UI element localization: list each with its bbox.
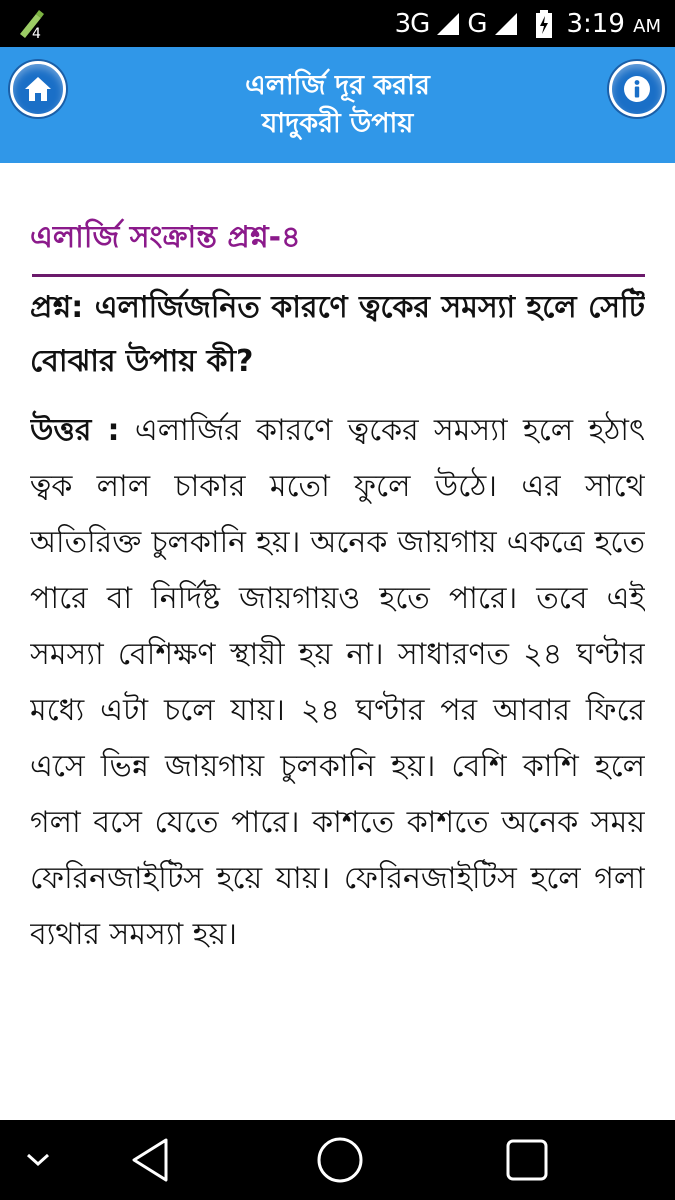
status-indicators bbox=[395, 0, 661, 47]
home-nav-button[interactable] bbox=[305, 1120, 375, 1200]
info-button[interactable] bbox=[609, 61, 665, 117]
page-title bbox=[100, 67, 575, 143]
chevron-down-icon bbox=[25, 1152, 51, 1168]
network-type-primary: 3G bbox=[394, 8, 430, 39]
info-icon bbox=[622, 74, 652, 104]
answer-label: উত্তর : bbox=[30, 413, 120, 448]
recents-square-icon bbox=[504, 1137, 550, 1183]
signal-icon-secondary bbox=[493, 11, 519, 37]
section-title: এলার্জি সংক্রান্ত প্রশ্ন-৪ bbox=[30, 220, 301, 255]
collapse-button[interactable] bbox=[14, 1120, 62, 1200]
back-triangle-icon bbox=[128, 1136, 172, 1184]
svg-text:4: 4 bbox=[32, 26, 41, 40]
edit-badge-icon bbox=[16, 8, 46, 40]
navigation-bar bbox=[0, 1120, 675, 1200]
clock-suffix: AM bbox=[633, 15, 661, 37]
answer-body: এলার্জির কারণে ত্বকের সমস্যা হলে হঠাৎ ত্বক লাল চাকার মতো ফুলে উঠে। এর সাথে অতিরিক্ত চুলকানি হয়। অনেক জায়গায় একত্রে হতে পারে বা নির্দিষ্ট জায়গায়ও হতে পারে। তবে এই সমস্যা বেশিক্ষণ স্থায়ী হয় না। সাধারণত ২৪ ঘণ্টার মধ্যে এটা চলে যায়। ২৪ ঘণ্টার পর আবার ফিরে এসে ভিন্ন জায়গায় চুলকানি হয়। বেশি কাশি হলে গলা বসে যেতে পারে। কাশতে কাশতে অনেক সময় ফেরিনজাইটিস হয়ে যায়। ফেরিনজাইটিস হলে গলা ব্যথার সমস্যা হয়। bbox=[30, 413, 645, 952]
page-title-line2: যাদুকরী উপায় bbox=[261, 108, 414, 139]
page-title-line1: এলার্জি দূর করার bbox=[245, 70, 430, 101]
home-circle-icon bbox=[315, 1135, 365, 1185]
recents-button[interactable] bbox=[495, 1120, 559, 1200]
app-header bbox=[0, 47, 675, 163]
question-text: প্রশ্ন: এলার্জিজনিত কারণে ত্বকের সমস্যা হলে সেটি বোঝার উপায় কী? bbox=[30, 290, 645, 379]
battery-charging-icon bbox=[535, 10, 553, 38]
section-divider bbox=[32, 274, 645, 277]
status-bar bbox=[0, 0, 675, 47]
clock-time: 3:19 bbox=[566, 8, 625, 39]
home-icon bbox=[23, 75, 53, 103]
back-button[interactable] bbox=[118, 1120, 182, 1200]
answer-text bbox=[30, 403, 645, 963]
signal-icon bbox=[435, 11, 461, 37]
home-button[interactable] bbox=[10, 61, 66, 117]
article-content bbox=[30, 163, 645, 1120]
network-type-secondary: G bbox=[467, 8, 487, 39]
clock bbox=[567, 9, 662, 39]
